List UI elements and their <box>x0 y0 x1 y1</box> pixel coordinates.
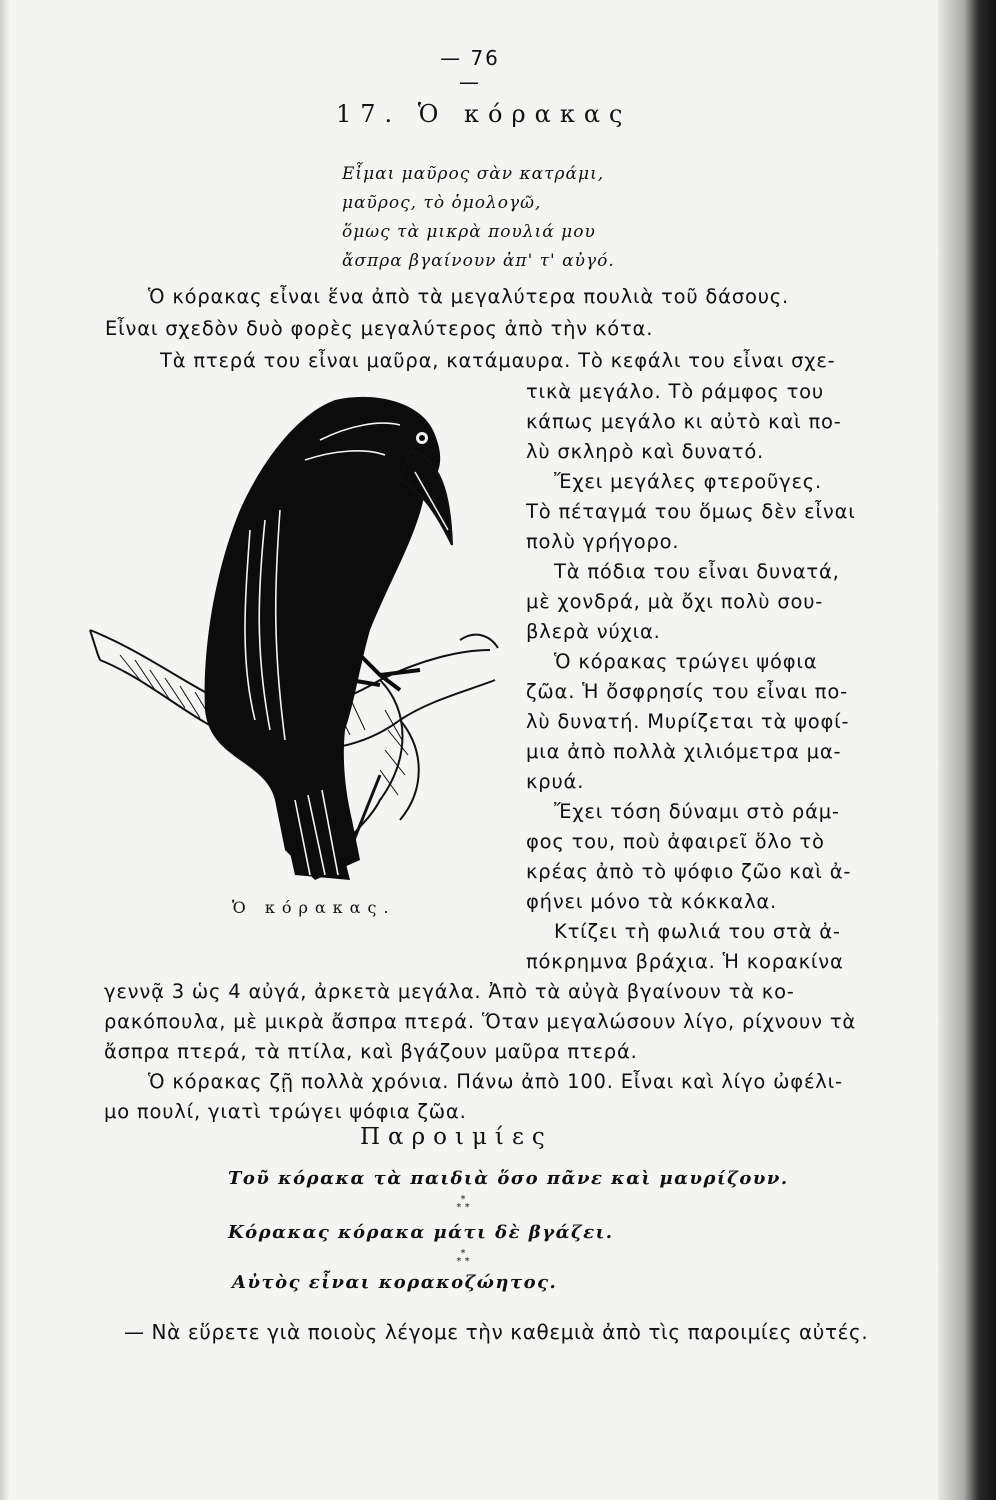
body-line: τικὰ μεγάλο. Τὸ ράμφος του <box>526 380 824 403</box>
body-line: ζῶα. Ἡ ὄσφρησίς του εἶναι πο- <box>526 680 848 703</box>
body-line: Τὰ πτερά του εἶναι μαῦρα, κατάμαυρα. Τὸ κεφάλι του εἶναι σχε- <box>160 349 836 372</box>
body-line: Κτίζει τὴ φωλιά του στὰ ἀ- <box>554 920 841 943</box>
body-line: λὺ σκληρὸ καὶ δυνατό. <box>526 440 765 463</box>
body-line: Ὁ κόρακας τρώγει ψόφια <box>554 650 818 673</box>
body-line: πόκρημνα βράχια. Ἡ κορακίνα <box>526 950 844 973</box>
asterism-icon: * * * <box>456 1194 470 1213</box>
body-line: κρέας ἀπὸ τὸ ψόφιο ζῶο καὶ ἀ- <box>526 860 852 883</box>
body-line: Ὁ κόρακας ζῇ πολλὰ χρόνια. Πάνω ἀπὸ 100. Εἶναι καὶ λίγο ὠφέλι- <box>148 1070 843 1093</box>
poem <box>342 160 615 276</box>
poem-line: μαῦρος, τὸ ὁμολογῶ, <box>342 193 542 213</box>
body-line: μο πουλί, γιατὶ τρώγει ψόφια ζῶα. <box>104 1100 467 1123</box>
poem-line: Εἶμαι μαῦρος σὰν κατράμι, <box>342 164 605 184</box>
poem-line: ὅμως τὰ μικρὰ πουλιά μου <box>342 222 596 242</box>
proverb: Κόρακας κόρακα μάτι δὲ βγάζει. <box>228 1222 614 1243</box>
page-binding-edge <box>938 0 996 1500</box>
body-line: γεννᾷ 3 ὡς 4 αὐγά, ἀρκετὰ μεγάλα. Ἀπὸ τὰ αὐγὰ βγαίνουν τὰ κο- <box>104 980 795 1003</box>
image-caption: Ὁ κόρακας. <box>232 898 396 917</box>
body-line: Ἔχει τόση δύναμι στὸ ράμ- <box>554 800 840 823</box>
body-line: Ὁ κόρακας εἶναι ἕνα ἀπὸ τὰ μεγαλύτερα πουλιὰ τοῦ δάσους. <box>148 285 790 308</box>
body-line: Εἶναι σχεδὸν δυὸ φορὲς μεγαλύτερος ἀπὸ τὴν κότα. <box>105 317 654 340</box>
body-line: Ἔχει μεγάλες φτεροῦγες. <box>554 470 823 493</box>
body-line: ἄσπρα πτερά, τὰ πτίλα, καὶ βγάζουν μαῦρα πτερά. <box>104 1040 638 1063</box>
body-line: Τὸ πέταγμά του ὅμως δὲν εἶναι <box>526 500 856 523</box>
page-number: — 76 — <box>440 46 500 94</box>
crow-drawing <box>80 380 520 890</box>
body-line: κάπως μεγάλο κι αὐτὸ καὶ πο- <box>526 410 842 433</box>
body-line: μὲ χονδρά, μὰ ὄχι πολὺ σου- <box>526 590 824 613</box>
proverb: Αὐτὸς εἶναι κορακοζώητος. <box>232 1272 558 1293</box>
body-line: λὺ δυνατή. Μυρίζεται τὰ ψοφί- <box>526 710 850 733</box>
body-line: πολὺ γρήγορο. <box>526 530 680 553</box>
chapter-title: 17. Ὁ κόρακας <box>336 100 632 128</box>
body-line: κρυά. <box>526 770 585 793</box>
exercise-question: — Νὰ εὕρετε γιὰ ποιοὺς λέγομε τὴν καθεμιὰ ἀπὸ τὶς παροιμίες αὐτές. <box>124 1320 869 1344</box>
proverb: Τοῦ κόρακα τὰ παιδιὰ ὅσο πᾶνε καὶ μαυρίζουν. <box>228 1168 789 1189</box>
crow-illustration <box>80 380 520 890</box>
body-line: ρακόπουλα, μὲ μικρὰ ἄσπρα πτερά. Ὅταν μεγαλώσουν λίγο, ρίχνουν τὰ <box>104 1010 857 1033</box>
body-line: μια ἀπὸ πολλὰ χιλιόμετρα μα- <box>526 740 842 763</box>
body-line: βλερὰ νύχια. <box>526 620 661 643</box>
asterism-icon: * * * <box>456 1248 470 1267</box>
proverbs-title: Παροιμίες <box>360 1124 553 1150</box>
body-line: φος του, ποὺ ἀφαιρεῖ ὅλο τὸ <box>526 830 825 853</box>
body-line: φήνει μόνο τὰ κόκκαλα. <box>526 890 778 913</box>
page-edge-left <box>0 0 10 1500</box>
poem-line: ἄσπρα βγαίνουν ἀπ' τ' αὐγό. <box>342 251 615 271</box>
body-line: Τὰ πόδια του εἶναι δυνατά, <box>554 560 840 583</box>
